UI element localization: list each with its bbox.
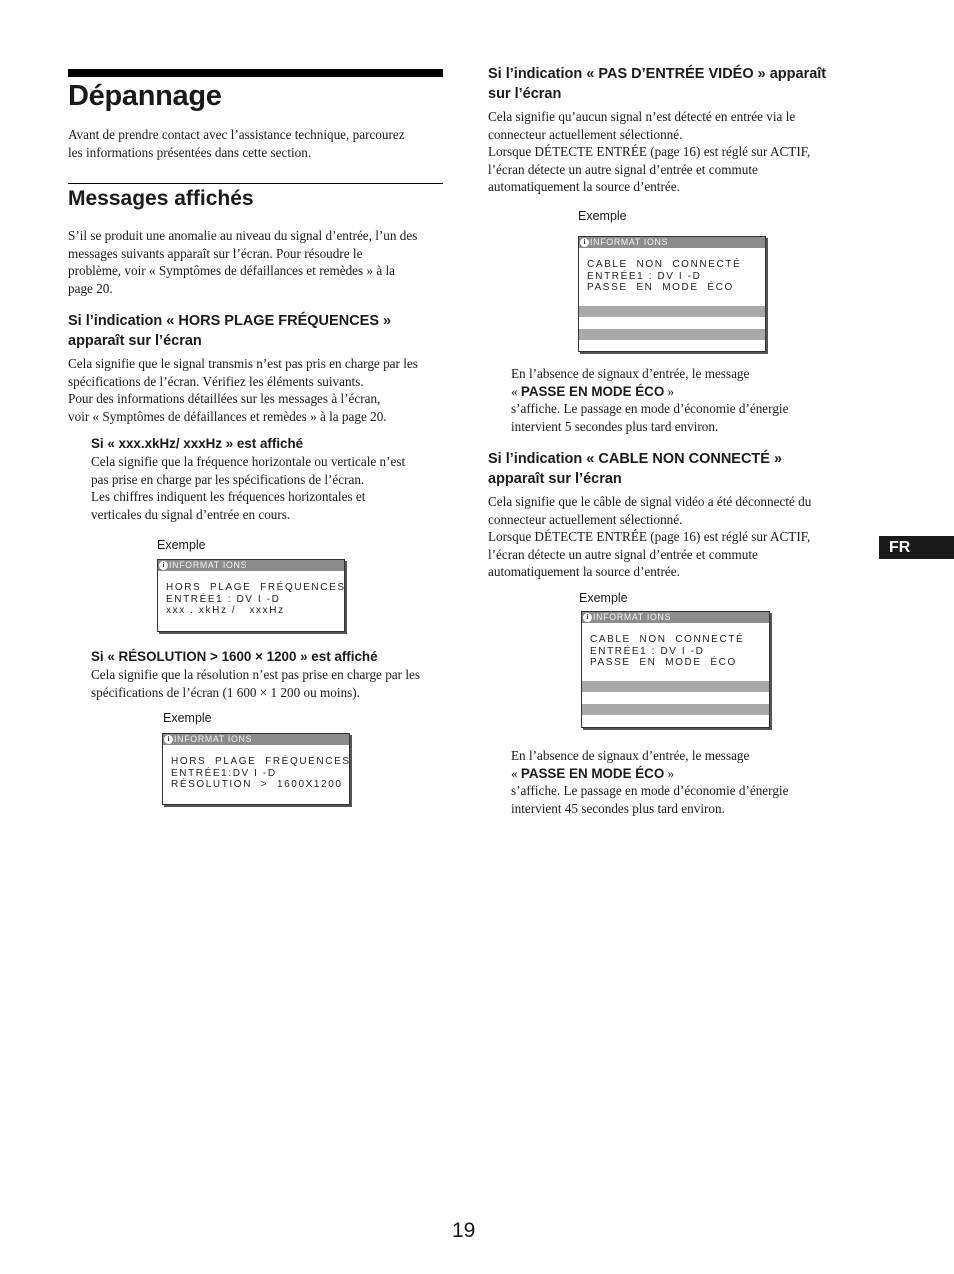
text-line (511, 765, 861, 783)
text-line: Lorsque DÉTECTE ENTRÉE (page 16) est réglé sur ACTIF, (488, 529, 811, 545)
case1-heading: Si « xxx.xkHz/ xxxHz » est affiché (91, 436, 304, 451)
osd-lines (163, 745, 349, 791)
title-rule (68, 69, 443, 77)
heading-line: Si l’indication « CABLE NON CONNECTÉ » (488, 451, 783, 467)
heading-line: apparaît sur l’écran (488, 471, 622, 487)
text-line: verticales du signal d’entrée en cours. (91, 506, 291, 522)
intro-line: Avant de prendre contact avec l’assistance technique, parcourez (68, 127, 405, 142)
info-icon: i (164, 735, 173, 744)
text-line: spécifications de l’écran. Vérifiez les éléments suivants. (68, 373, 364, 389)
text-line: spécifications de l’écran (1 600 × 1 200 ou moins). (91, 684, 360, 700)
case2-heading: Si « RÉSOLUTION > 1600 × 1200 » est affiché (91, 649, 378, 664)
osd-line: PASSE EN MODE ÉCO (590, 657, 737, 669)
osd-line: ENTRÉE1 : DV I -D (590, 645, 705, 657)
example-label: Exemple (579, 591, 628, 605)
text-line: s’affiche. Le passage en mode d’économie d’énergie (511, 401, 789, 417)
osd-title-bar (158, 560, 344, 571)
text-line: s’affiche. Le passage en mode d’économie d’énergie (511, 783, 789, 799)
page-number: 19 (452, 1219, 476, 1242)
text-line: pas prise en charge par les spécifications de l’écran. (91, 471, 365, 487)
osd-line: ENTRÉE1 : DV I -D (166, 593, 281, 605)
text-line: Pour des informations détaillées sur les messages à l’écran, (68, 391, 381, 407)
text-line: connecteur actuellement sélectionné. (488, 511, 683, 527)
osd-line: HORS PLAGE FRÉQUENCES (166, 582, 346, 593)
sub3-body (488, 493, 858, 581)
heading-line: apparaît sur l’écran (68, 333, 202, 349)
osd-line: ENTRÉE1:DV I -D (171, 767, 277, 779)
sub1-body (68, 355, 453, 425)
text-line: Cela signifie que la résolution n’est pas prise en charge par les (91, 667, 420, 682)
osd-message-box (578, 236, 766, 352)
osd-message-box (581, 611, 770, 728)
intro-paragraph (68, 126, 448, 161)
sub2-note (511, 365, 861, 435)
text-line: Les chiffres indiquent les fréquences horizontales et (91, 489, 366, 505)
message-name: PASSE EN MODE ÉCO (520, 383, 665, 399)
sub2-body (488, 108, 858, 196)
text-line: problème, voir « Symptômes de défaillances et remèdes » à la (68, 263, 396, 279)
example-label: Exemple (578, 209, 627, 223)
quote-open: « (511, 383, 518, 399)
osd-message-box (157, 559, 345, 632)
intro-line: les informations présentées dans cette section. (68, 144, 312, 160)
text-line: connecteur actuellement sélectionné. (488, 126, 683, 142)
text-line: En l’absence de signaux d’entrée, le message (511, 748, 750, 763)
section-title: Messages affichés (68, 187, 254, 210)
case2-body (91, 666, 456, 701)
text-line: En l’absence de signaux d’entrée, le message (511, 366, 750, 381)
osd-line: PASSE EN MODE ÉCO (587, 282, 734, 294)
heading-line: sur l’écran (488, 86, 562, 102)
osd-stripe (582, 681, 769, 692)
osd-message-box (162, 733, 350, 805)
text-line: voir « Symptômes de défaillances et remèdes » à la page 20. (68, 408, 387, 424)
osd-stripe (582, 704, 769, 715)
osd-line: HORS PLAGE FRÉQUENCES (171, 756, 351, 767)
osd-title: INFORMAT IONS (174, 734, 253, 744)
heading-line: Si l’indication « HORS PLAGE FRÉQUENCES » (68, 313, 392, 329)
case1-body (91, 453, 451, 523)
sub2-heading (488, 64, 878, 104)
osd-line: ENTRÉE1 : DV I -D (587, 270, 702, 282)
sub1-heading (68, 311, 448, 351)
quote-open: « (511, 765, 518, 781)
osd-stripe (579, 329, 765, 340)
text-line: S’il se produit une anomalie au niveau du signal d’entrée, l’un des (68, 228, 418, 243)
osd-title: INFORMAT IONS (593, 612, 672, 622)
sub3-heading (488, 449, 878, 489)
osd-title-bar (582, 612, 769, 623)
text-line: page 20. (68, 280, 113, 296)
message-name: PASSE EN MODE ÉCO (520, 765, 665, 781)
info-icon: i (583, 613, 592, 622)
osd-title: INFORMAT IONS (590, 237, 669, 247)
info-icon: i (580, 238, 589, 247)
text-line: Cela signifie que le câble de signal vidéo a été déconnecté du (488, 494, 812, 509)
osd-lines (158, 571, 344, 617)
text-line (511, 383, 861, 401)
text-line: intervient 45 secondes plus tard environ. (511, 800, 725, 816)
example-label: Exemple (157, 538, 206, 552)
page-title: Dépannage (68, 80, 222, 112)
text-line: intervient 5 secondes plus tard environ. (511, 418, 719, 434)
text-line: messages suivants apparaît sur l’écran. Pour résoudre le (68, 245, 363, 261)
text-line: Cela signifie qu’aucun signal n’est détecté en entrée via le (488, 109, 796, 124)
osd-line: RÉSOLUTION > 1600X1200 (171, 779, 343, 791)
osd-line: xxx . xkHz / xxxHz (166, 605, 285, 617)
info-icon: i (159, 561, 168, 570)
heading-line: Si l’indication « PAS D’ENTRÉE VIDÉO » apparaît (488, 66, 827, 82)
osd-title: INFORMAT IONS (169, 560, 248, 570)
text-line: l’écran détecte un autre signal d’entrée et commute (488, 546, 758, 562)
text-line: automatiquement la source d’entrée. (488, 179, 680, 195)
text-line: automatiquement la source d’entrée. (488, 564, 680, 580)
osd-stripe (579, 306, 765, 317)
language-tab: FR (879, 536, 954, 559)
text-line: Cela signifie que le signal transmis n’est pas pris en charge par les (68, 356, 418, 371)
example-label: Exemple (163, 711, 212, 725)
quote-close: » (667, 765, 675, 781)
sub3-note (511, 747, 861, 817)
section-intro (68, 227, 448, 297)
quote-close: » (667, 383, 675, 399)
section-rule (68, 183, 443, 184)
osd-title-bar (163, 734, 349, 745)
osd-line: CABLE NON CONNECTÉ (587, 259, 742, 270)
osd-line: CABLE NON CONNECTÉ (590, 634, 745, 645)
osd-lines (579, 248, 765, 294)
text-line: Lorsque DÉTECTE ENTRÉE (page 16) est réglé sur ACTIF, (488, 144, 811, 160)
osd-lines (582, 623, 769, 669)
text-line: Cela signifie que la fréquence horizontale ou verticale n’est (91, 454, 406, 469)
text-line: l’écran détecte un autre signal d’entrée et commute (488, 161, 758, 177)
osd-title-bar (579, 237, 765, 248)
